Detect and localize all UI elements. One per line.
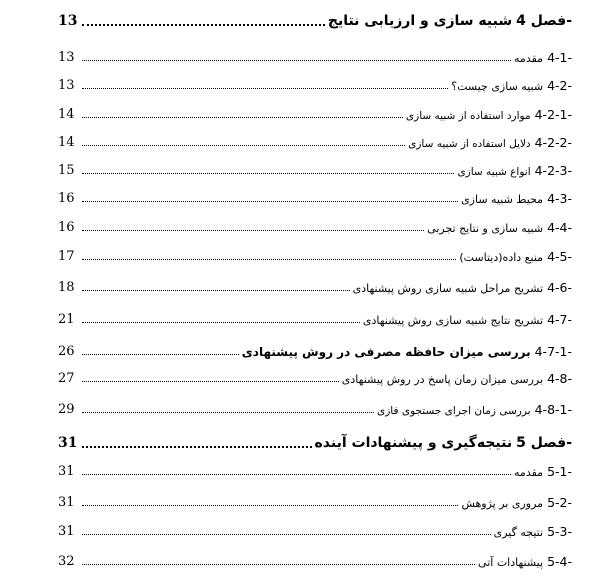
entry-number: 4-2-2- <box>534 134 572 150</box>
entry-number: 5-2- <box>547 494 572 510</box>
toc-entry-chapter-4 <box>58 14 572 28</box>
dot-leader <box>82 59 511 61</box>
toc-entry-chapter-5 <box>58 436 572 450</box>
page-number: 17 <box>58 249 75 264</box>
entry-title: پیشنهادات آتی <box>478 556 544 569</box>
page-number: 21 <box>58 312 75 327</box>
entry-title: بررسی میزان حافظه مصرفی در روش پیشنهادی <box>241 345 531 359</box>
entry-number: 4-3- <box>547 190 572 206</box>
page-number: 29 <box>58 402 75 417</box>
toc-entry <box>58 164 572 177</box>
page-number: 31 <box>58 495 75 510</box>
entry-number: 4-6- <box>547 279 572 295</box>
toc-entry <box>58 281 572 294</box>
dot-leader <box>82 144 405 146</box>
entry-number: 4-4- <box>547 219 572 235</box>
toc-entry <box>58 313 572 326</box>
page-number: 31 <box>58 435 78 451</box>
page-number: 13 <box>58 50 75 65</box>
entry-title: انواع شبیه سازی <box>457 165 531 178</box>
dot-leader <box>82 445 312 448</box>
toc-entry <box>58 221 572 234</box>
page-number: 32 <box>58 554 75 569</box>
dot-leader <box>82 200 458 202</box>
entry-number: فصل 5- <box>516 435 572 451</box>
dot-leader <box>82 258 456 260</box>
page-number: 31 <box>58 464 75 479</box>
entry-title: شبیه سازی و ارزیابی نتایج <box>327 13 513 29</box>
entry-title: دلایل استفاده از شبیه سازی <box>408 137 531 150</box>
toc-entry <box>58 403 572 416</box>
entry-number: 4-7-1- <box>534 343 572 359</box>
entry-title: مقدمه <box>514 52 544 65</box>
entry-title: مروری بر پژوهش <box>461 497 544 510</box>
dot-leader <box>82 87 448 89</box>
toc-entry <box>58 250 572 263</box>
dot-leader <box>82 229 424 231</box>
entry-title: تشریح نتایج شبیه سازی روش پیشنهادی <box>362 314 544 327</box>
entry-number: 5-3- <box>547 523 572 539</box>
entry-number: 4-2- <box>547 77 572 93</box>
toc-entry <box>58 555 572 568</box>
page-number: 14 <box>58 135 75 150</box>
page-number: 14 <box>58 107 75 122</box>
dot-leader <box>82 321 360 323</box>
dot-leader <box>82 23 325 26</box>
dot-leader <box>82 289 350 291</box>
toc-entry <box>58 345 572 358</box>
entry-number: 4-5- <box>547 248 572 264</box>
dot-leader <box>82 473 511 475</box>
entry-number: 4-8-1- <box>534 401 572 417</box>
dot-leader <box>82 533 491 535</box>
toc-entry <box>58 465 572 478</box>
entry-number: 4-2-1- <box>534 106 572 122</box>
toc-entry <box>58 136 572 149</box>
page-number: 16 <box>58 220 75 235</box>
entry-title: بررسی زمان اجرای جستجوی فازی <box>377 404 531 417</box>
dot-leader <box>82 380 339 382</box>
entry-number: 4-1- <box>547 49 572 65</box>
dot-leader <box>82 116 403 118</box>
toc-entry <box>58 496 572 509</box>
page-number: 27 <box>58 371 75 386</box>
entry-title: مقدمه <box>514 466 544 479</box>
entry-title: تشریح مراحل شبیه سازی روش پیشنهادی <box>352 282 544 295</box>
page-number: 13 <box>58 78 75 93</box>
entry-title: محیط شبیه سازی <box>461 193 544 206</box>
entry-title: موارد استفاده از شبیه سازی <box>405 109 531 122</box>
entry-number: 5-4- <box>547 553 572 569</box>
entry-number: 5-1- <box>547 463 572 479</box>
page-number: 15 <box>58 163 75 178</box>
page-number: 31 <box>58 524 75 539</box>
toc-entry <box>58 372 572 385</box>
entry-title: شبیه سازی چیست؟ <box>451 80 544 93</box>
page-number: 18 <box>58 280 75 295</box>
page-number: 26 <box>58 344 75 359</box>
toc-entry <box>58 51 572 64</box>
toc-entry <box>58 79 572 92</box>
entry-title: نتیجه گیری <box>493 526 544 539</box>
entry-title: منبع داده(دیتاست) <box>459 251 544 264</box>
page-number: 13 <box>58 13 78 29</box>
entry-title: نتیجه‌گیری و پیشنهادات آینده <box>314 435 513 451</box>
toc-entry <box>58 525 572 538</box>
dot-leader <box>82 353 239 355</box>
entry-number: 4-7- <box>547 311 572 327</box>
dot-leader <box>82 172 454 174</box>
toc-entry <box>58 108 572 121</box>
page-number: 16 <box>58 191 75 206</box>
entry-number: فصل 4- <box>516 13 572 29</box>
dot-leader <box>82 411 374 413</box>
dot-leader <box>82 563 475 565</box>
entry-number: 4-8- <box>547 370 572 386</box>
entry-title: شبیه سازی و نتایج تجربی <box>427 222 544 235</box>
dot-leader <box>82 504 458 506</box>
entry-title: بررسی میزان زمان پاسخ در روش پیشنهادی <box>341 373 544 386</box>
toc-entry <box>58 192 572 205</box>
entry-number: 4-2-3- <box>534 162 572 178</box>
